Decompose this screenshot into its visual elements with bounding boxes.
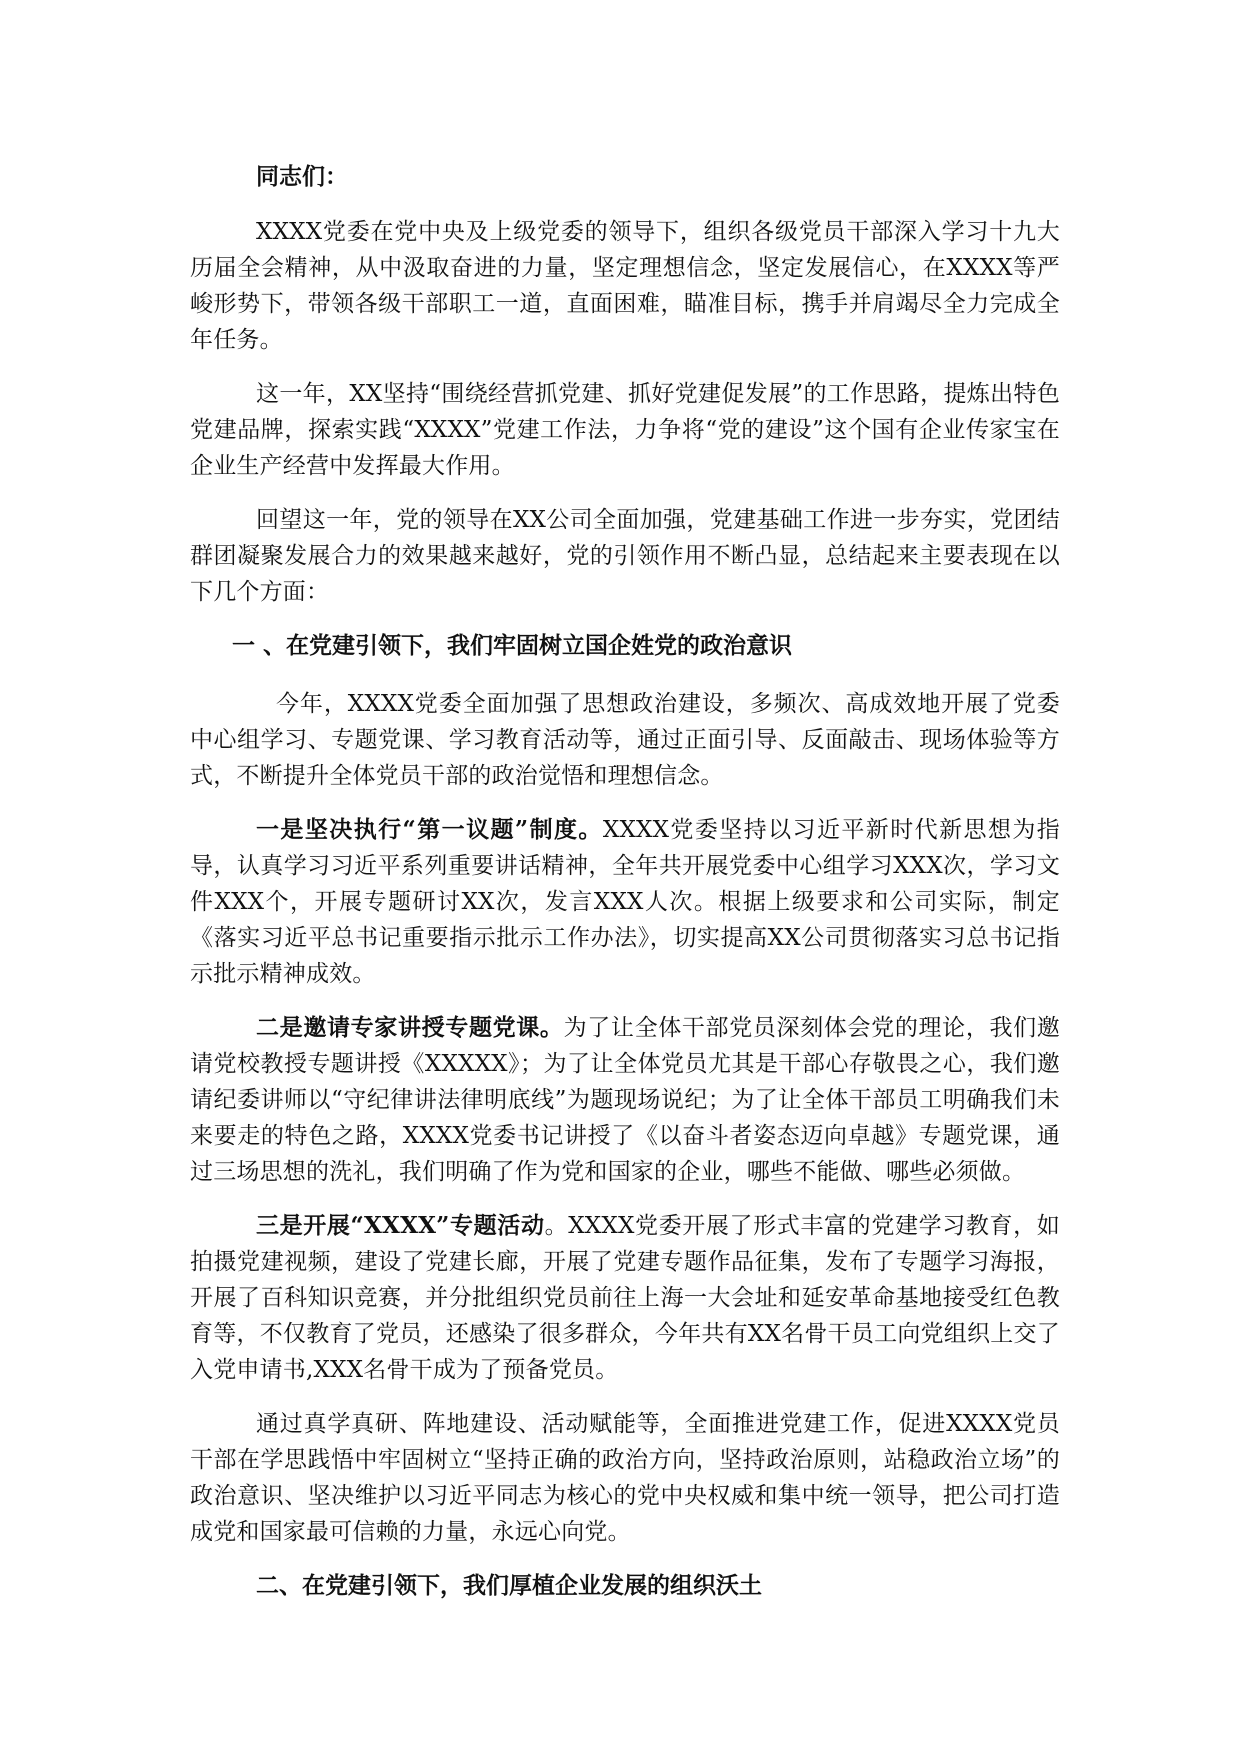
intro-paragraph-2: 这一年，XX坚持“围绕经营抓党建、抓好党建促发展”的工作思路，提炼出特色党建品牌，探索实践“XXXX”党建工作法，力争将“党的建设”这个国有企业传家宝在企业生产经营中发挥最大作用。	[190, 381, 1060, 479]
intro-paragraph-3: 回望这一年，党的领导在XX公司全面加强，党建基础工作进一步夯实，党团结群团凝聚发展合力的效果越来越好，党的引领作用不断凸显，总结起来主要表现在以下几个方面：	[190, 507, 1060, 605]
section-1-item-2	[190, 1010, 1060, 1190]
greeting: 同志们：	[256, 163, 348, 190]
section-1-summary: 通过真学真研、阵地建设、活动赋能等，全面推进党建工作，促进XXXX党员干部在学思践悟中牢固树立“坚持正确的政治方向，坚持政治原则，站稳政治立场”的政治意识、坚决维护以习近平同志为核心的党中央权威和集中统一领导，把公司打造成党和国家最可信赖的力量，永远心向党。	[190, 1411, 1060, 1545]
item-2-lead: 二是邀请专家讲授专题党课。	[256, 1014, 564, 1041]
item-3-body: 。XXXX党委开展了形式丰富的党建学习教育，如拍摄党建视频，建设了党建长廊，开展了党建专题作品征集，发布了专题学习海报，开展了百科知识竞赛，并分批组织党员前往上海一大会址和延安革命基地接受红色教育等，不仅教育了党员，还感染了很多群众，今年共有XX名骨干员工向党组织上交了入党申请书,XXX名骨干成为了预备党员。	[190, 1213, 1060, 1383]
item-3-lead: 三是开展“XXXX”专题活动	[256, 1212, 545, 1239]
document-body	[190, 160, 1060, 1626]
section-1-item-1	[190, 812, 1060, 992]
section-1-item-3	[190, 1208, 1060, 1388]
intro-paragraph-1: XXXX党委在党中央及上级党委的领导下，组织各级党员干部深入学习十九大历届全会精神，从中汲取奋进的力量，坚定理想信念，坚定发展信心，在XXXX等严峻形势下，带领各级干部职工一道，直面困难，瞄准目标，携手并肩竭尽全力完成全年任务。	[190, 219, 1060, 353]
section-2-heading: 二、在党建引领下，我们厚植企业发展的组织沃土	[256, 1572, 762, 1599]
item-1-body: XXXX党委坚持以习近平新时代新思想为指导，认真学习习近平系列重要讲话精神，全年共开展党委中心组学习XXX次，学习文件XXX个，开展专题研讨XX次，发言XXX人次。根据上级要求和公司实际，制定《落实习近平总书记重要指示批示工作办法》，切实提高XX公司贯彻落实习总书记指示批示精神成效。	[190, 817, 1061, 987]
section-1-intro: 今年，XXXX党委全面加强了思想政治建设，多频次、高成效地开展了党委中心组学习、专题党课、学习教育活动等，通过正面引导、反面敲击、现场体验等方式，不断提升全体党员干部的政治觉悟和理想信念。	[190, 691, 1060, 789]
section-1-heading: 一 、在党建引领下，我们牢固树立国企姓党的政治意识	[232, 632, 793, 659]
item-1-lead: 一是坚决执行“第一议题”制度。	[256, 816, 603, 843]
item-2-body: 为了让全体干部党员深刻体会党的理论，我们邀请党校教授专题讲授《XXXXX》；为了让全体党员尤其是干部心存敬畏之心，我们邀请纪委讲师以“守纪律讲法律明底线”为题现场说纪；为了让全体干部员工明确我们未来要走的特色之路，XXXX党委书记讲授了《以奋斗者姿态迈向卓越》专题党课，通过三场思想的洗礼，我们明确了作为党和国家的企业，哪些不能做、哪些必须做。	[190, 1015, 1060, 1185]
